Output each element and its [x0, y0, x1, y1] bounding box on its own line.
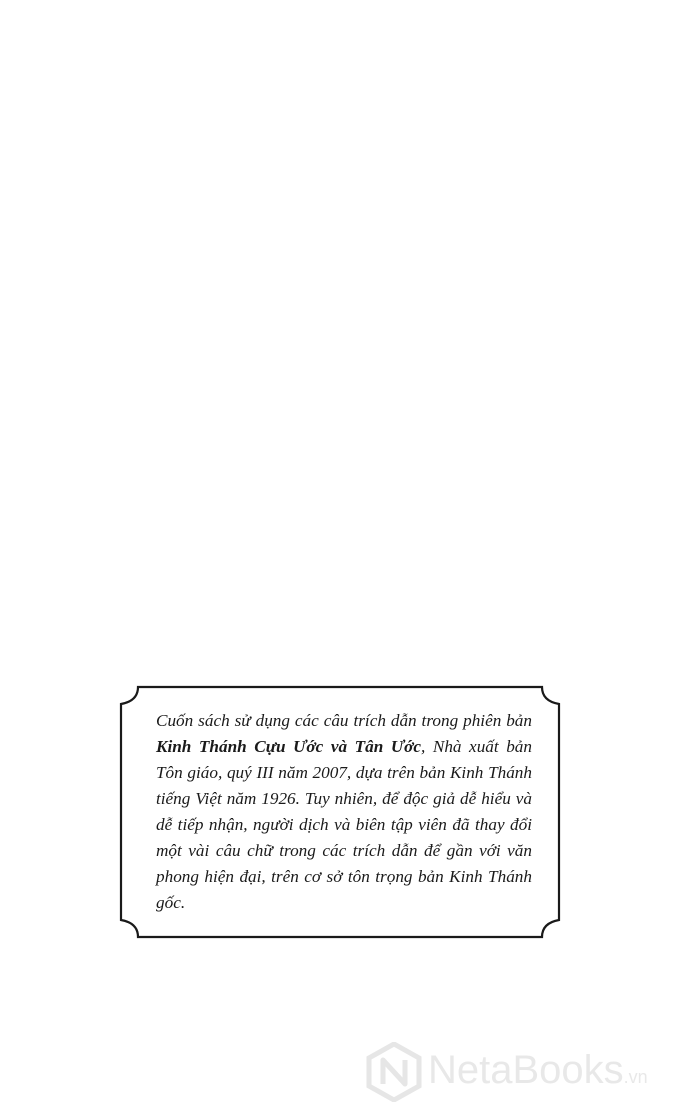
note-body: , Nhà xuất bản Tôn giáo, quý III năm 2007, dựa trên bản Kinh Thánh tiếng Việt năm 1926. Tuy nhiên, để độc giả dễ hiểu và dễ tiếp nhận, người dịch và biên tập viên đã thay đổi một vài câu chữ trong các trích dẫn để gần với văn phong hiện đại, trên cơ sở tôn trọng bản Kinh Thánh gốc.: [156, 737, 532, 912]
netabooks-logo-icon: [366, 1042, 422, 1102]
watermark-text: [428, 1048, 648, 1093]
watermark-tld: .vn: [623, 1067, 648, 1087]
citation-note: [156, 708, 532, 916]
watermark-name: NetaBooks: [428, 1048, 624, 1092]
netabooks-watermark: [366, 1042, 696, 1102]
note-intro: Cuốn sách sử dụng các câu trích dẫn trong phiên bản: [156, 711, 532, 730]
bible-title: Kinh Thánh Cựu Ước và Tân Ước: [156, 737, 421, 756]
